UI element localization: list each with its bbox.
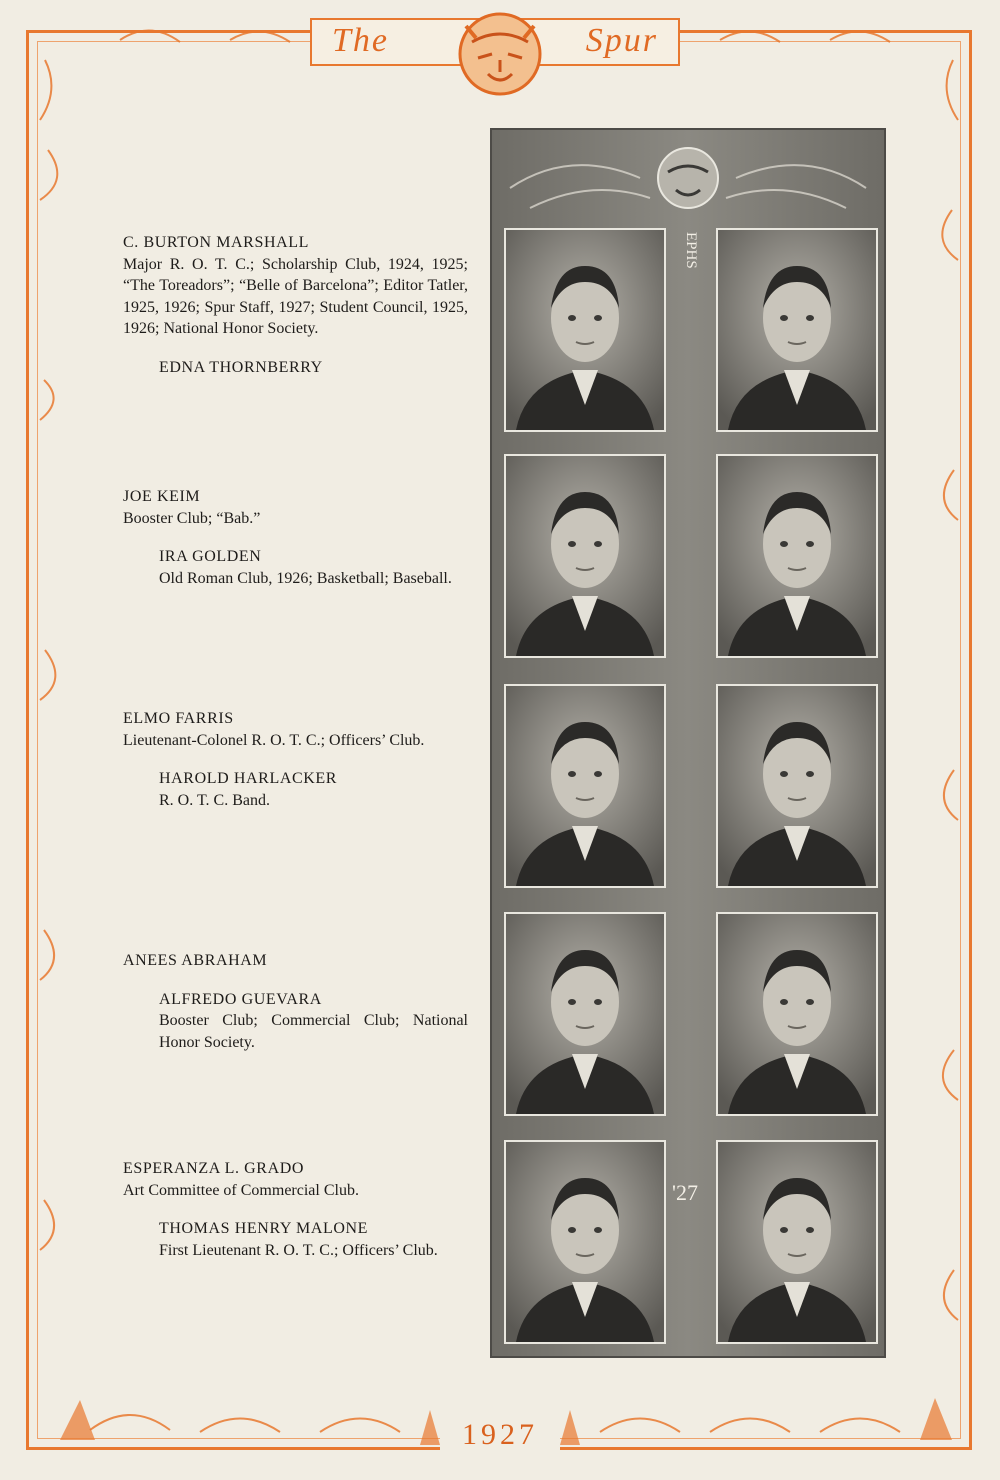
student-activities: Booster Club; “Bab.” <box>123 509 261 527</box>
header-title-right: Spur <box>585 22 658 59</box>
portrait-row <box>490 912 886 1118</box>
portrait-row <box>490 1140 886 1346</box>
portrait-row <box>490 228 886 434</box>
student-activities: First Lieutenant R. O. T. C.; Officers’ Club. <box>159 1241 438 1259</box>
student-activities: Old Roman Club, 1926; Basketball; Baseball. <box>159 569 452 587</box>
portrait-row <box>490 454 886 660</box>
student-portrait <box>716 454 878 658</box>
entry-group <box>123 486 468 589</box>
student-entry <box>123 708 468 751</box>
student-portrait <box>716 228 878 432</box>
student-name: HAROLD HARLACKER <box>159 770 338 787</box>
student-entry <box>123 989 468 1054</box>
portrait-strip <box>490 128 886 1358</box>
entry-group <box>123 1158 468 1261</box>
student-entry <box>123 232 468 340</box>
student-activities: Lieutenant-Colonel R. O. T. C.; Officers’ Club. <box>123 731 425 749</box>
student-entry <box>123 546 468 589</box>
student-entry <box>123 357 468 379</box>
student-portrait <box>504 454 666 658</box>
student-portrait <box>716 684 878 888</box>
student-portrait <box>504 1140 666 1344</box>
class-year-mark: '27 <box>672 1180 698 1205</box>
entry-group <box>123 232 468 378</box>
student-name: IRA GOLDEN <box>159 548 262 565</box>
student-entry <box>123 768 468 811</box>
student-name: ALFREDO GUEVARA <box>159 990 322 1008</box>
student-activities: R. O. T. C. Band. <box>159 791 270 809</box>
header-title-left: The <box>332 22 389 59</box>
student-activities: Booster Club; Commercial Club; National Honor Society. <box>159 1012 468 1051</box>
footer-year: 1927 <box>440 1418 560 1452</box>
student-name: ANEES ABRAHAM <box>123 952 268 969</box>
student-activities: Art Committee of Commercial Club. <box>123 1181 359 1199</box>
student-entry <box>123 950 468 972</box>
student-name: JOE KEIM <box>123 488 201 505</box>
student-name: C. BURTON MARSHALL <box>123 234 310 251</box>
student-portrait <box>716 912 878 1116</box>
tiger-head-icon <box>450 8 550 104</box>
entry-group <box>123 950 468 1053</box>
student-entry <box>123 1218 468 1261</box>
tiger-crest-icon <box>490 128 886 228</box>
student-name: THOMAS HENRY MALONE <box>159 1220 369 1237</box>
entry-group <box>123 708 468 811</box>
student-name: EDNA THORNBERRY <box>159 358 323 376</box>
student-name: ELMO FARRIS <box>123 710 234 727</box>
student-portrait <box>504 684 666 888</box>
portrait-row <box>490 684 886 890</box>
student-activities: Major R. O. T. C.; Scholarship Club, 1924, 1925; “The Toreadors”; “Belle of Barcelona”; Editor Tatler, 1925, 1926; Spur Staff, 1927; Student Council, 1925, 1926; National Honor Society. <box>123 255 468 337</box>
student-name: ESPERANZA L. GRADO <box>123 1160 305 1177</box>
school-initials-mark: EPHS <box>683 232 699 269</box>
student-entry <box>123 1158 468 1201</box>
student-entry <box>123 486 468 529</box>
student-portrait <box>504 228 666 432</box>
student-portrait <box>716 1140 878 1344</box>
student-portrait <box>504 912 666 1116</box>
